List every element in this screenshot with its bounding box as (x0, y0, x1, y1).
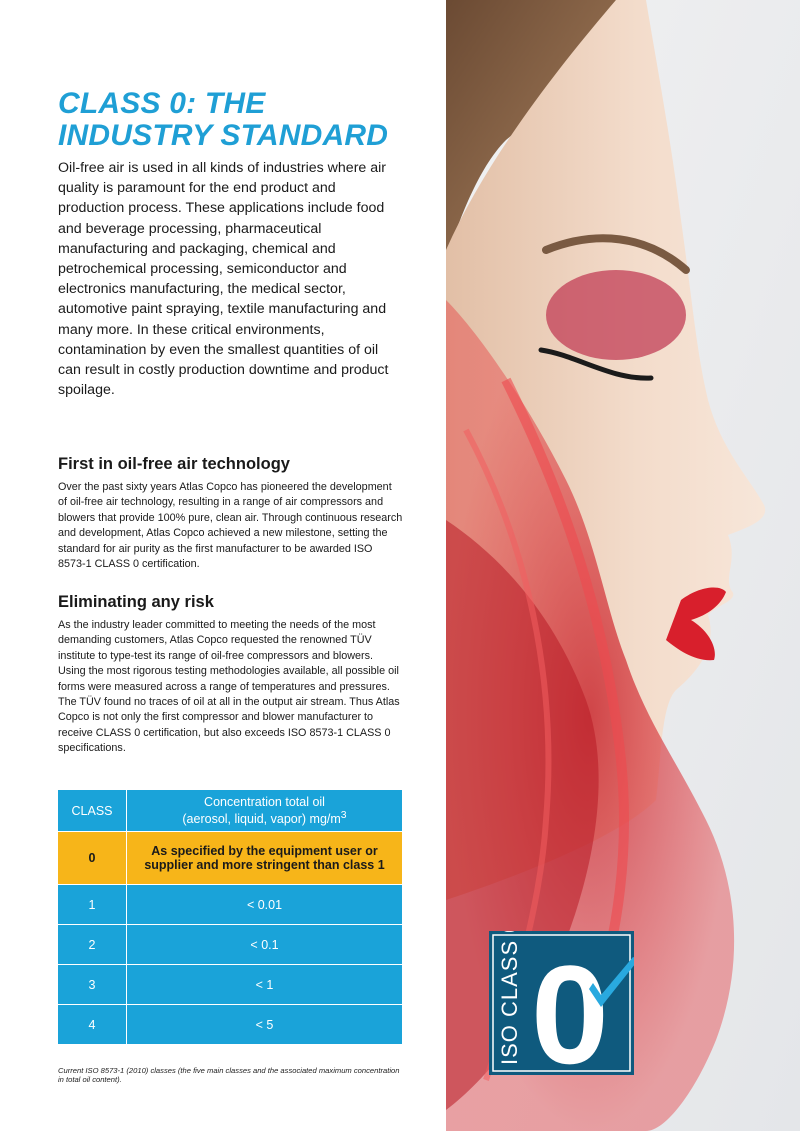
class-0-value-line-1: As specified by the equipment user or (151, 844, 378, 858)
table-row (58, 925, 403, 965)
value-cell: < 0.1 (127, 925, 403, 965)
intro-paragraph: Oil-free air is used in all kinds of industries where air quality is paramount for the end product and production process. These applications include food and beverage processing, pharmaceutical manufacturing and packaging, chemical and petrochemical processing, semiconductor and electronics manufacturing, the medical sector, automotive paint spraying, textile manufacturing and many more. In these critical environments, contamination by even the smallest quantities of oil can result in costly production downtime and product spoilage. (58, 160, 389, 399)
class-cell: 3 (58, 965, 127, 1005)
table-header-concentration (127, 790, 403, 832)
table-header-row (58, 790, 403, 832)
badge-digit: 0 (531, 936, 609, 1075)
class-cell: 4 (58, 1005, 127, 1045)
title-block (58, 88, 408, 400)
class-0-value-line-2: supplier and more stringent than class 1 (144, 858, 385, 872)
page-title (58, 88, 408, 152)
section-eliminating-risk (58, 593, 403, 757)
class-cell: 2 (58, 925, 127, 965)
header-line-2: (aerosol, liquid, vapor) mg/m (182, 812, 341, 827)
table-row-class-0 (58, 832, 403, 885)
value-cell: < 1 (127, 965, 403, 1005)
table-header-class: CLASS (58, 790, 127, 832)
badge-text: ISO CLASS 0 (497, 931, 522, 1065)
value-cell: < 5 (127, 1005, 403, 1045)
table-row (58, 1005, 403, 1045)
class-0-value (127, 832, 403, 885)
table-row (58, 965, 403, 1005)
section-first-in-oil-free (58, 455, 403, 572)
value-cell: < 0.01 (127, 885, 403, 925)
header-line-1: Concentration total oil (204, 794, 325, 809)
iso-class-table (57, 789, 403, 1045)
section1-body: Over the past sixty years Atlas Copco has pioneered the development of oil-free air technology, resulting in a range of air compressors and blowers that provide 100% pure, clean air. Through continuous research and development, Atlas Copco achieved a new milestone, setting the standard for air purity as the first manufacturer to be awarded ISO 8573-1 CLASS 0 certification. (58, 481, 403, 571)
eye-shadow (546, 270, 686, 360)
header-superscript: 3 (340, 809, 347, 821)
section1-heading: First in oil-free air technology (58, 455, 290, 473)
class-0-cell: 0 (58, 832, 127, 885)
title-line-1: CLASS 0: THE (58, 87, 266, 120)
title-line-2: INDUSTRY STANDARD (58, 119, 389, 152)
class-cell: 1 (58, 885, 127, 925)
section2-body: As the industry leader committed to meeting the needs of the most demanding customers, Atlas Copco requested the renowned TÜV institute to type-test its range of oil-free compressors and blowers. Using the most rigorous testing methodologies available, all possible oil forms were measured across a range of temperatures and pressures. The TÜV found no traces of oil at all in the output air stream. Thus Atlas Copco is not only the first compressor and blower manufacturer to receive CLASS 0 certification, but also exceeds ISO 8573-1 CLASS 0 specifications. (58, 619, 400, 755)
table-row (58, 885, 403, 925)
iso-class-0-badge (489, 931, 634, 1075)
section2-heading: Eliminating any risk (58, 593, 214, 611)
table-caption: Current ISO 8573-1 (2010) classes (the five main classes and the associated maximum concentration in total oil content). (58, 1065, 400, 1085)
